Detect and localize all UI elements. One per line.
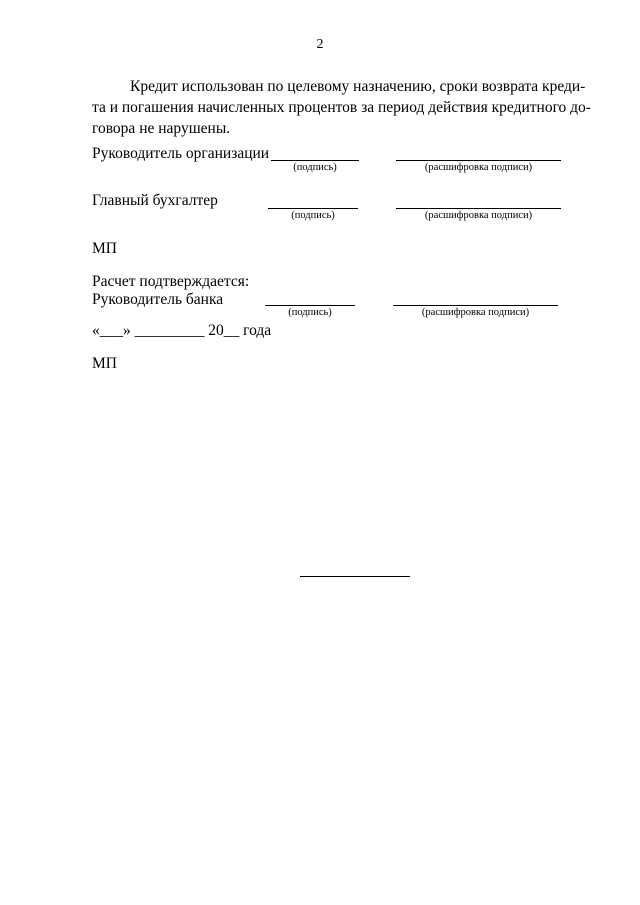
page-number: 2 xyxy=(316,37,324,52)
body-paragraph xyxy=(92,76,591,139)
head-signature-line xyxy=(271,160,359,161)
accountant-decoding-line xyxy=(396,208,561,209)
bank-head-label: Руководитель банка xyxy=(92,291,224,308)
bank-decoding-line xyxy=(393,305,558,306)
date-line: «___» _________ 20__ года xyxy=(92,322,272,339)
head-of-organization-label: Руководитель организации xyxy=(92,145,270,162)
stamp-placeholder-2: МП xyxy=(92,355,117,372)
head-decoding-caption: (расшифровка подписи) xyxy=(424,162,533,173)
stamp-placeholder-1: МП xyxy=(92,240,117,257)
bank-signature-caption: (подпись) xyxy=(288,307,332,318)
accountant-signature-line xyxy=(268,208,358,209)
accountant-decoding-caption: (расшифровка подписи) xyxy=(424,210,533,221)
closing-rule xyxy=(300,576,410,577)
bank-decoding-caption: (расшифровка подписи) xyxy=(421,307,530,318)
chief-accountant-label: Главный бухгалтер xyxy=(92,192,218,209)
confirmation-text: Расчет подтверждается: xyxy=(92,273,250,290)
paragraph-line-1: Кредит использован по целевому назначению, сроки возврата креди- xyxy=(130,78,586,95)
head-signature-caption: (подпись) xyxy=(293,162,337,173)
paragraph-line-3: говора не нарушены. xyxy=(92,120,231,137)
head-decoding-line xyxy=(396,160,561,161)
bank-signature-line xyxy=(265,305,355,306)
paragraph-line-2: та и погашения начисленных процентов за период действия кредитного до- xyxy=(92,99,591,116)
accountant-signature-caption: (подпись) xyxy=(291,210,335,221)
